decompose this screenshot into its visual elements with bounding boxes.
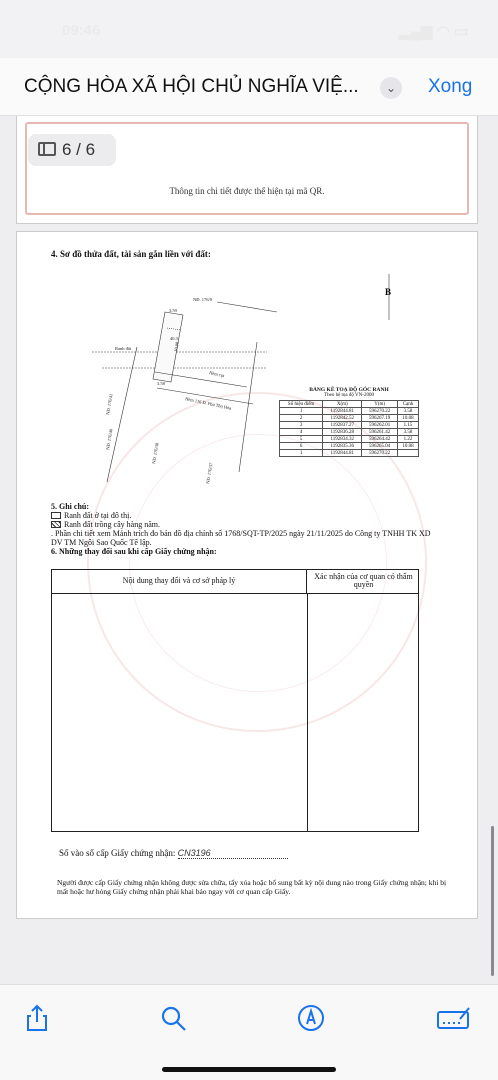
legend-text: Ranh đất trồng cây hàng năm. bbox=[64, 520, 160, 529]
table-cell: 5 bbox=[280, 436, 323, 443]
plot-label: 10.08 bbox=[173, 341, 180, 353]
bottom-toolbar bbox=[0, 984, 498, 1080]
registry-label: Số vào sổ cấp Giấy chứng nhận: bbox=[59, 848, 176, 858]
share-icon[interactable] bbox=[22, 1003, 52, 1033]
registry-value: CN3196 bbox=[178, 848, 288, 859]
search-icon[interactable] bbox=[158, 1003, 188, 1033]
section4-title: 4. Sơ đồ thửa đất, tài sản gắn liền với đất: bbox=[51, 249, 211, 259]
table-header-cell: X(m) bbox=[323, 401, 362, 408]
table-cell: 596261.42 bbox=[362, 429, 398, 436]
plot-label: 3.58 bbox=[157, 381, 165, 386]
coord-table-grid bbox=[279, 400, 419, 457]
status-bar bbox=[0, 0, 498, 58]
plot-label: 40.3 bbox=[170, 336, 178, 341]
column-divider bbox=[307, 594, 308, 831]
table-row bbox=[280, 408, 419, 415]
signature-icon[interactable] bbox=[436, 1003, 472, 1033]
changes-col-content: Nội dung thay đổi và cơ sở pháp lý bbox=[52, 570, 307, 593]
table-cell: 2 bbox=[280, 415, 323, 422]
changes-table-header bbox=[52, 570, 418, 594]
section5-title: 5. Ghi chú: bbox=[51, 502, 90, 511]
plot-label: Hẻm cụt bbox=[208, 370, 225, 379]
sidebar-icon bbox=[38, 142, 56, 156]
table-cell: 10.08 bbox=[398, 443, 419, 450]
plot-label: NĐ. 176/38 bbox=[151, 442, 160, 465]
changes-col-confirmation: Xác nhận của cơ quan có thẩm quyền bbox=[314, 572, 413, 589]
legend-swatch-hatched bbox=[51, 521, 61, 528]
plot-label: NĐ. 176/0 bbox=[193, 297, 212, 302]
table-header-cell: Số hiệu điểm bbox=[280, 401, 323, 408]
table-cell: 1192842.52 bbox=[323, 415, 362, 422]
page-indicator bbox=[28, 134, 116, 166]
table-cell: 1 bbox=[280, 450, 323, 457]
table-cell: 1192836.28 bbox=[323, 429, 362, 436]
table-row bbox=[280, 436, 419, 443]
table-header-row bbox=[280, 401, 419, 408]
table-row bbox=[280, 422, 419, 429]
table-cell: 3.58 bbox=[398, 429, 419, 436]
status-time: 09:46 bbox=[62, 22, 101, 39]
legend-text: Ranh đất ở tại đô thị. bbox=[64, 511, 132, 520]
note-text: . Phần chi tiết xem Mảnh trích đo bản đồ địa chính số 1768/SQT-TP/2025 ngày 21/11/2025 do Công ty TNHH TK XD DV TM Ngôi Sao Quốc Tế lập. bbox=[51, 529, 431, 547]
table-cell: 10.08 bbox=[398, 415, 419, 422]
table-row bbox=[280, 415, 419, 422]
table-cell: 1192844.81 bbox=[323, 408, 362, 415]
table-cell: 596270.22 bbox=[362, 450, 398, 457]
certificate-page bbox=[16, 231, 478, 919]
document-viewer[interactable] bbox=[0, 116, 498, 984]
table-header-cell: Y(m) bbox=[362, 401, 398, 408]
plot-label: NĐ. 176/41 bbox=[105, 393, 114, 416]
plot-diagram bbox=[17, 232, 479, 502]
chevron-down-icon[interactable]: ⌄ bbox=[380, 77, 402, 99]
document-title[interactable]: CỘNG HÒA XÃ HỘI CHỦ NGHĨA VIỆ... bbox=[24, 76, 359, 97]
qr-info-text: Thông tin chi tiết được thể hiện tại mã QR. bbox=[169, 186, 325, 196]
status-icons: ▂▄▆ ◠ ▭ bbox=[398, 23, 468, 40]
table-cell: 596265.04 bbox=[362, 443, 398, 450]
table-cell: 1.15 bbox=[398, 422, 419, 429]
plot-label: NĐ. 176/40 bbox=[105, 428, 114, 451]
warning-text: Người được cấp Giấy chứng nhận không được sửa chữa, tẩy xóa hoặc bổ sung bất kỳ nội dung nào trong Giấy chứng nhận; khi bị mất hoặc hư hỏng Giấy chứng nhận phải khai báo ngay với cơ quan cấp Giấy. bbox=[57, 878, 447, 896]
previous-page-bottom bbox=[16, 116, 478, 224]
scrollbar[interactable] bbox=[491, 826, 494, 976]
plot-label: NĐ. 176/37 bbox=[205, 462, 214, 485]
table-cell: 1192835.36 bbox=[323, 443, 362, 450]
table-row bbox=[280, 429, 419, 436]
legend-item bbox=[51, 520, 431, 529]
north-label: B bbox=[385, 287, 392, 297]
home-indicator bbox=[162, 1067, 336, 1072]
changes-table bbox=[51, 569, 419, 832]
table-cell: 4 bbox=[280, 429, 323, 436]
section6-title: 6. Những thay đổi sau khi cấp Giấy chứng nhận: bbox=[51, 547, 217, 556]
table-row bbox=[280, 450, 419, 457]
table-cell: 596267.19 bbox=[362, 415, 398, 422]
table-cell: 6 bbox=[280, 443, 323, 450]
table-cell: 1192844.81 bbox=[323, 450, 362, 457]
table-cell: 596270.22 bbox=[362, 408, 398, 415]
table-cell bbox=[398, 450, 419, 457]
table-cell: 596262.01 bbox=[362, 422, 398, 429]
plot-label: Hẻm 116 Đ. Phú Thọ Hòa bbox=[184, 396, 232, 411]
done-button[interactable]: Xong bbox=[428, 76, 473, 97]
table-cell: 3.58 bbox=[398, 408, 419, 415]
registry-number bbox=[59, 848, 288, 859]
table-cell: 3 bbox=[280, 422, 323, 429]
coordinate-table bbox=[279, 387, 419, 457]
nav-bar bbox=[0, 58, 498, 116]
page-indicator-text: 6 / 6 bbox=[62, 140, 96, 159]
table-header-cell: Cạnh bbox=[398, 401, 419, 408]
table-cell: 596264.42 bbox=[362, 436, 398, 443]
notes-section bbox=[51, 502, 431, 556]
table-row bbox=[280, 443, 419, 450]
legend-item bbox=[51, 511, 431, 520]
markup-icon[interactable] bbox=[296, 1003, 326, 1033]
coord-table-subtitle: Theo hệ tọa độ VN-2000 bbox=[324, 393, 374, 398]
table-cell: 1192837.27 bbox=[323, 422, 362, 429]
legend-swatch-outline bbox=[51, 512, 61, 519]
plot-label: 3.59 bbox=[169, 308, 177, 313]
table-cell: 1 bbox=[280, 408, 323, 415]
coord-table-title: BẢNG KÊ TOẠ ĐỘ GÓC RANH bbox=[309, 387, 389, 393]
table-cell: 1192834.32 bbox=[323, 436, 362, 443]
plot-label: Ranh đất bbox=[115, 346, 132, 351]
table-cell: 1.22 bbox=[398, 436, 419, 443]
